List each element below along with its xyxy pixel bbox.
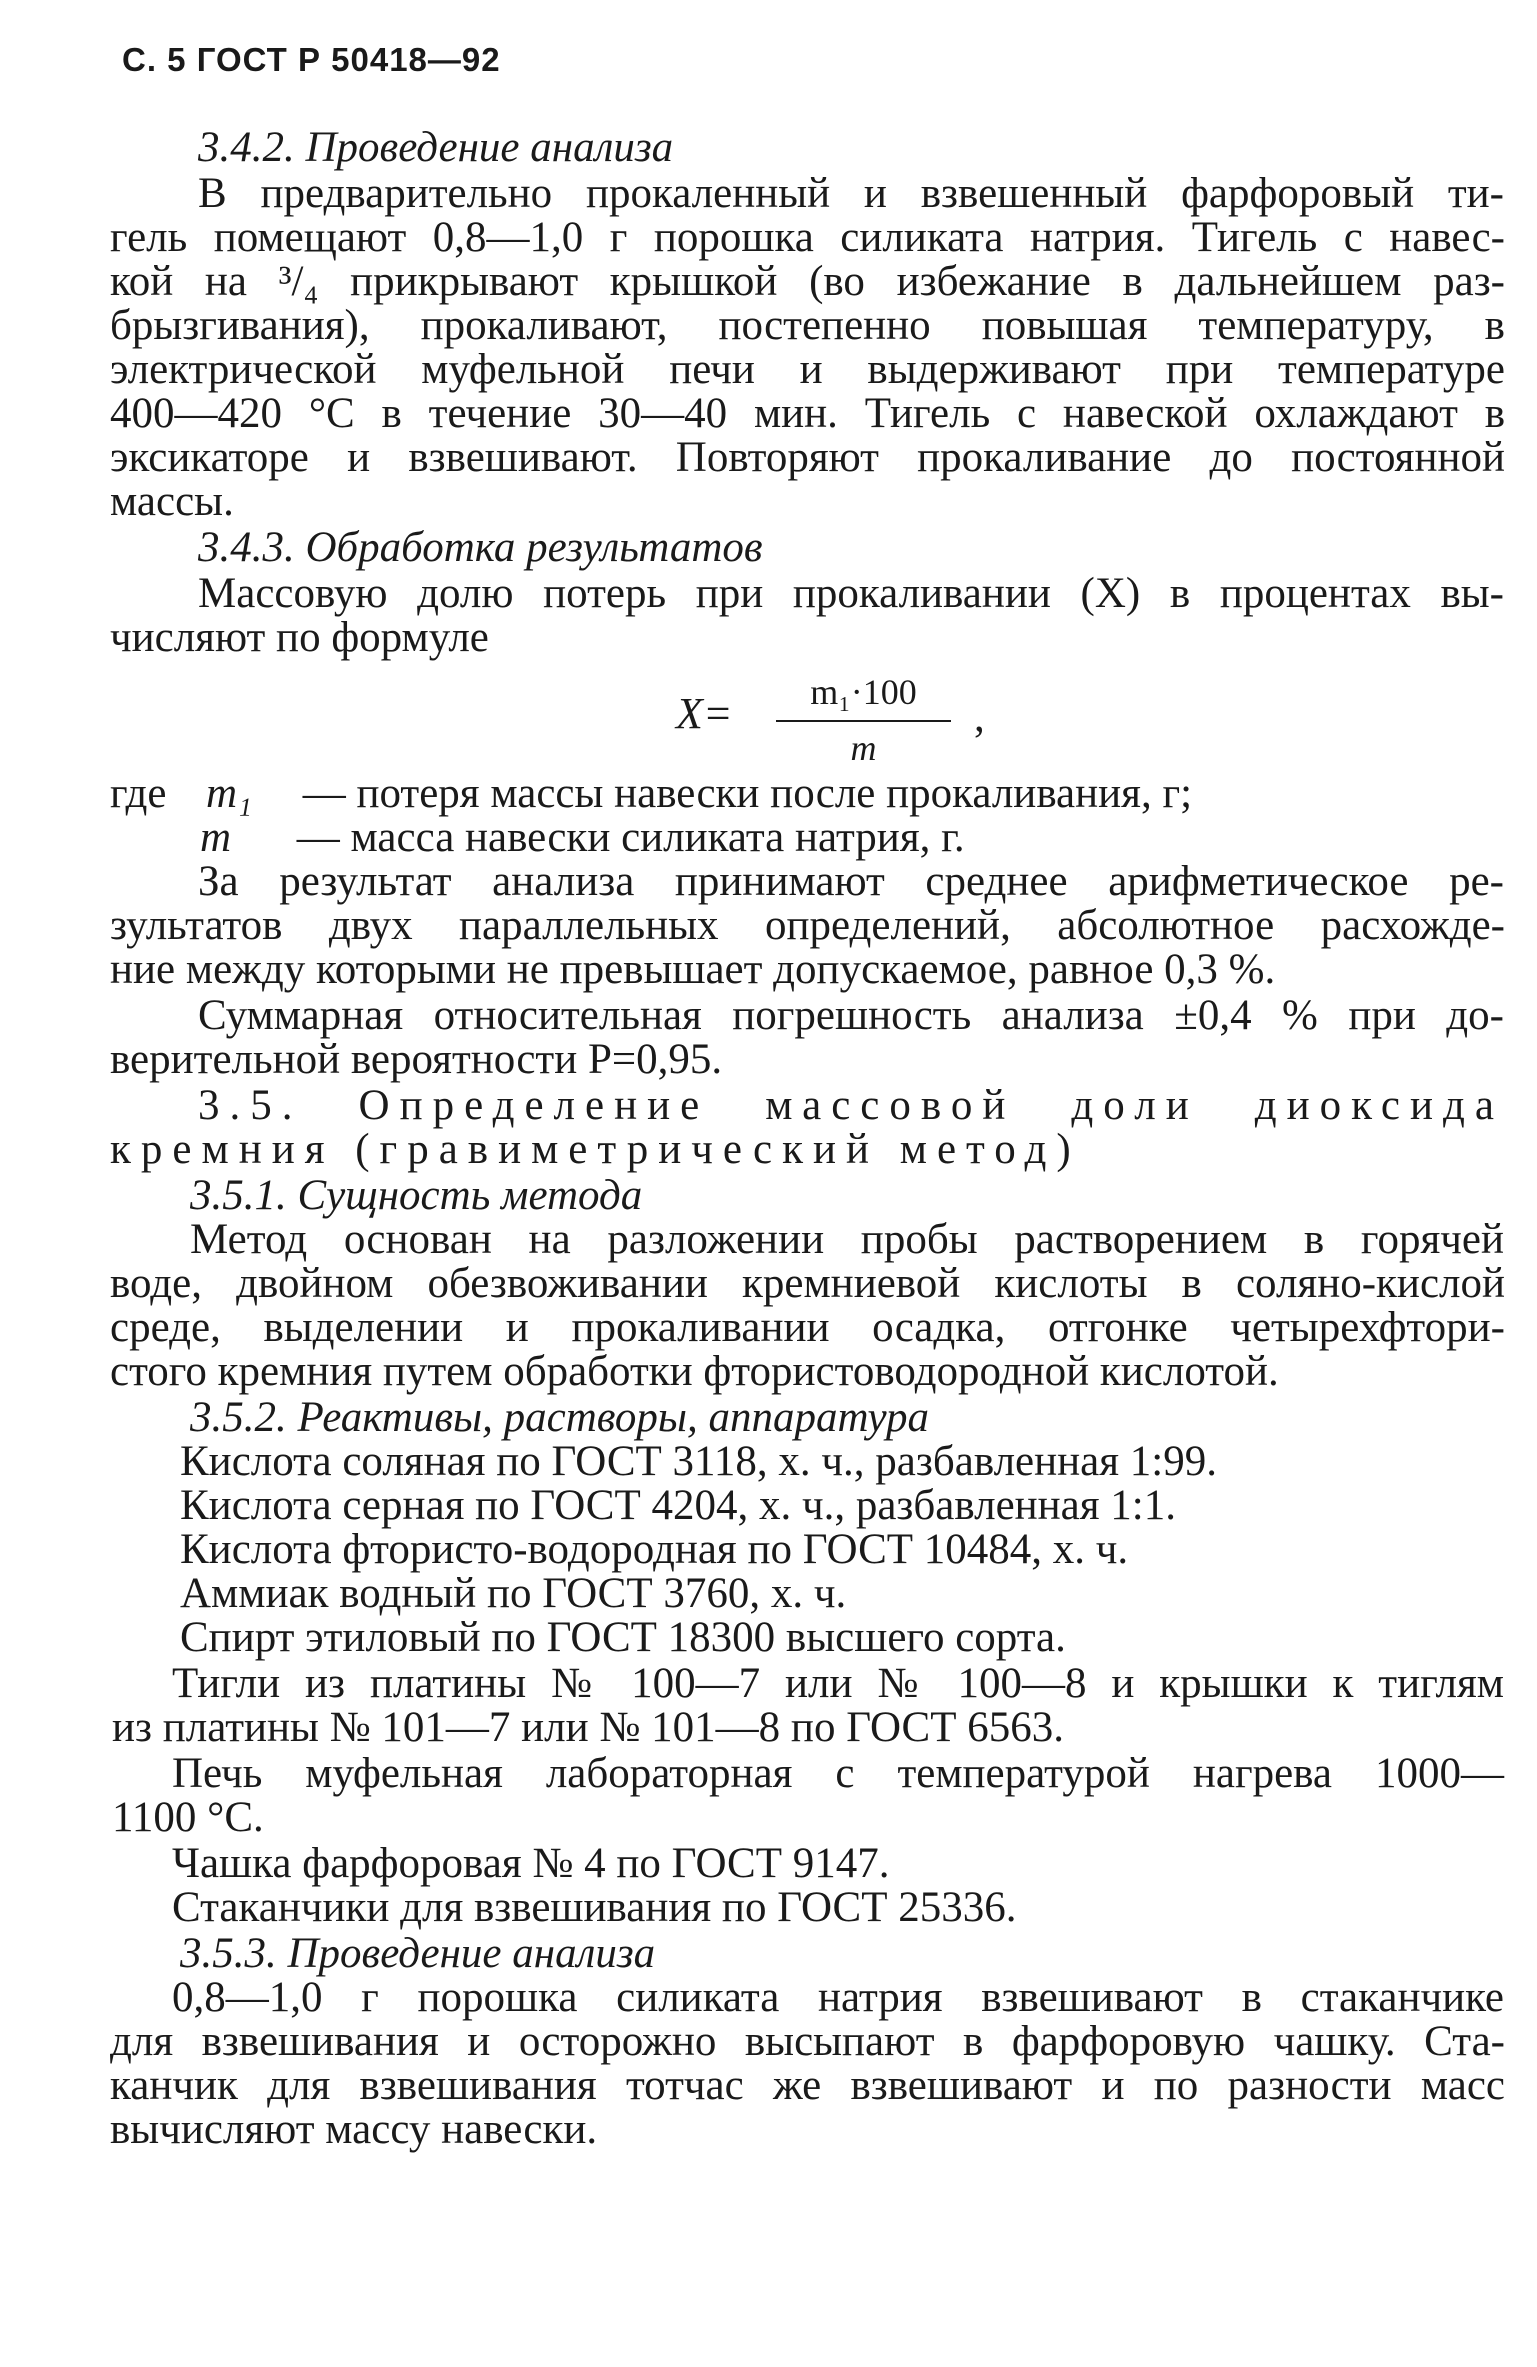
formula-lhs: X=: [676, 689, 733, 738]
section-title: 3.5. Определение массовой доли диоксида: [198, 1082, 1504, 1129]
text-line: зультатов двух параллельных определений, абсолютное расхожде-: [110, 902, 1505, 949]
text-line: Метод основан на разложении пробы растворением в горячей: [190, 1216, 1504, 1263]
text-line: числяют по формуле: [110, 614, 489, 661]
text-line: эксикаторе и взвешивают. Повторяют прокаливание до постоянной: [110, 434, 1505, 481]
text-line: кой на ³/₄ прикрывают крышкой (во избежание в дальнейшем раз-: [110, 258, 1505, 305]
section-title: кремния (гравиметрический метод): [110, 1126, 1081, 1173]
legend-row: [110, 772, 1505, 816]
legend-row: [200, 816, 1537, 860]
reagent-item: Кислота серная по ГОСТ 4204, х. ч., разбавленная 1:1.: [180, 1482, 1176, 1529]
text-line: верительной вероятности P=0,95.: [110, 1036, 723, 1083]
text-line: электрической муфельной печи и выдерживают при температуре: [110, 346, 1505, 393]
section-heading: 3.5.2. Реактивы, растворы, аппаратура: [190, 1394, 929, 1441]
reagent-item: Аммиак водный по ГОСТ 3760, х. ч.: [180, 1570, 847, 1617]
fraction-bar: [776, 720, 951, 722]
text-line: 0,8—1,0 г порошка силиката натрия взвешивают в стаканчике: [172, 1974, 1504, 2021]
reagent-item: Печь муфельная лабораторная с температурой нагрева 1000—: [172, 1750, 1504, 1797]
reagent-item: Кислота соляная по ГОСТ 3118, х. ч., разбавленная 1:99.: [180, 1438, 1217, 1485]
formula: [676, 668, 996, 768]
text-line: среде, выделении и прокаливании осадка, отгонке четырехфтори-: [110, 1304, 1505, 1351]
text-line: 1100 °С.: [112, 1794, 264, 1841]
text-line: вычисляют массу навески.: [110, 2106, 598, 2153]
reagent-item: Кислота фтористо-водородная по ГОСТ 10484, х. ч.: [180, 1526, 1129, 1573]
text-line: В предварительно прокаленный и взвешенный фарфоровый ти-: [198, 170, 1504, 217]
text-line: гель помещают 0,8—1,0 г порошка силиката натрия. Тигель с навес-: [110, 214, 1505, 261]
legend-lead: где: [110, 770, 167, 817]
text-line: из платины № 101—7 или № 101—8 по ГОСТ 6563.: [112, 1704, 1065, 1751]
formula-numerator: m₁·100: [810, 672, 917, 712]
legend-symbol: m₁: [205, 770, 252, 817]
legend-text: — масса навески силиката натрия, г.: [296, 814, 965, 861]
text-line: для взвешивания и осторожно высыпают в фарфоровую чашку. Ста-: [110, 2018, 1505, 2065]
text-line: ние между которыми не превышает допускаемое, равное 0,3 %.: [110, 946, 1276, 993]
text-line: Массовую долю потерь при прокаливании (X) в процентах вы-: [198, 570, 1504, 617]
text-line: воде, двойном обезвоживании кремниевой кислоты в соляно-кислой: [110, 1260, 1505, 1307]
reagent-item: Спирт этиловый по ГОСТ 18300 высшего сорта.: [180, 1614, 1066, 1661]
formula-denominator: m: [850, 728, 877, 768]
text-line: массы.: [110, 478, 234, 525]
section-heading: 3.4.2. Проведение анализа: [198, 124, 674, 171]
text-line: брызгивания), прокаливают, постепенно повышая температуру, в: [110, 302, 1505, 349]
reagent-item: Тигли из платины № 100—7 или № 100—8 и крышки к тиглям: [172, 1660, 1504, 1707]
section-heading: 3.4.3. Обработка результатов: [198, 524, 763, 571]
legend-text: — потеря массы навески после прокаливания, г;: [302, 770, 1193, 817]
section-heading: 3.5.1. Сущность метода: [190, 1172, 643, 1219]
section-heading: 3.5.3. Проведение анализа: [180, 1930, 656, 1977]
formula-trail: ,: [974, 694, 985, 741]
text-line: Суммарная относительная погрешность анализа ±0,4 % при до-: [198, 992, 1504, 1039]
reagent-item: Стаканчики для взвешивания по ГОСТ 25336.: [172, 1884, 1017, 1931]
reagent-item: Чашка фарфоровая № 4 по ГОСТ 9147.: [172, 1840, 890, 1887]
text-line: стого кремния путем обработки фтористоводородной кислотой.: [110, 1348, 1279, 1395]
text-line: За результат анализа принимают среднее арифметическое ре-: [198, 858, 1504, 905]
legend-symbol: m: [200, 814, 232, 861]
text-line: 400—420 °С в течение 30—40 мин. Тигель с навеской охлаждают в: [110, 390, 1505, 437]
page-header: С. 5 ГОСТ Р 50418—92: [122, 41, 501, 78]
text-line: канчик для взвешивания тотчас же взвешивают и по разности масс: [110, 2062, 1505, 2109]
